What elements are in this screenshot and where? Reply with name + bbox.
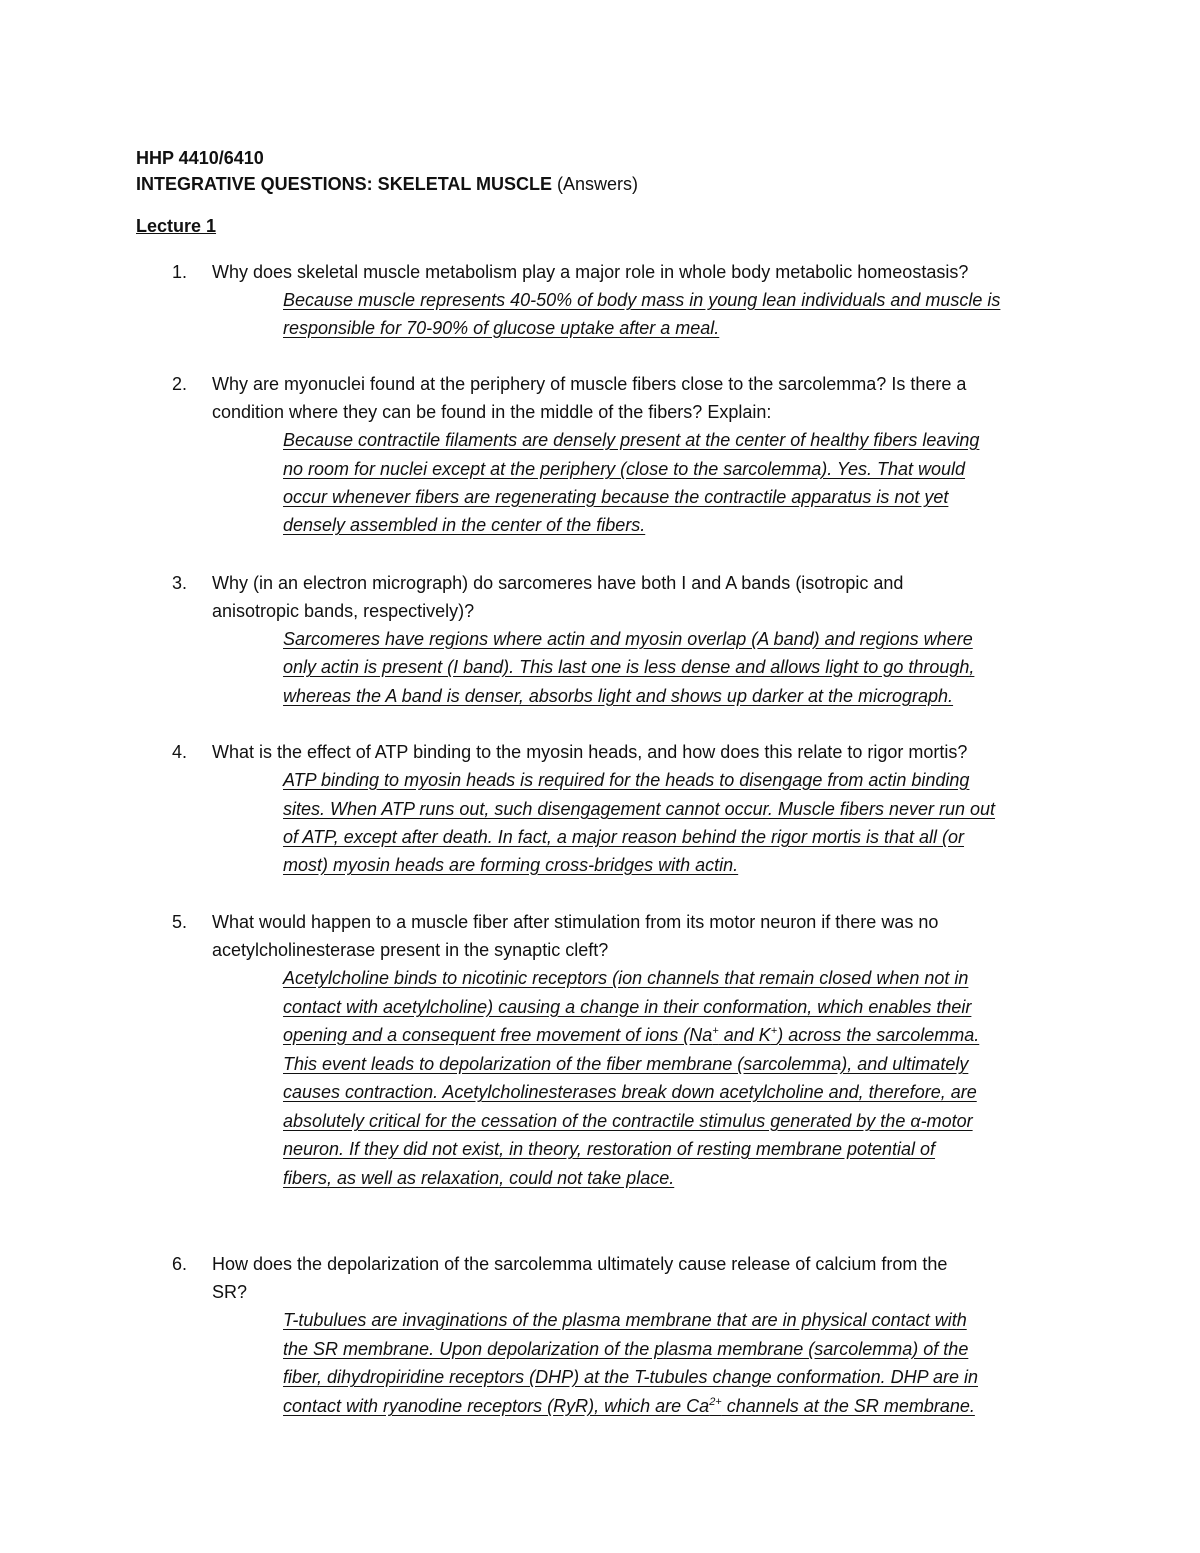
question-text: Why does skeletal muscle metabolism play a major role in whole body metabolic homeostasis? xyxy=(212,262,969,282)
answer-text: contact with ryanodine receptors (RyR), which are $Ca^{2+}$ channels at the SR membrane. xyxy=(283,1396,975,1416)
answer-text: the SR membrane. Upon depolarization of the plasma membrane (sarcolemma) of the xyxy=(283,1339,969,1359)
answer-text: most) myosin heads are forming cross-bridges with actin. xyxy=(283,855,739,875)
question-text: SR? xyxy=(212,1282,248,1302)
question-text: What is the effect of ATP binding to the myosin heads, and how does this relate to rigor mortis? xyxy=(212,742,968,762)
answer-text: whereas the A band is denser, absorbs light and shows up darker at the micrograph. xyxy=(283,686,954,706)
title-suffix: (Answers) xyxy=(552,174,639,194)
question-text: anisotropic bands, respectively)? xyxy=(212,601,475,621)
answer-text: Because contractile filaments are densely present at the center of healthy fibers leaving xyxy=(283,430,980,450)
question-text: Why are myonuclei found at the periphery of muscle fibers close to the sarcolemma? Is there a xyxy=(212,374,967,394)
answer-text: densely assembled in the center of the fibers. xyxy=(283,515,646,535)
answer-text: opening and a consequent free movement of ions (Na+ and K+) across the sarcolemma. xyxy=(283,1025,980,1045)
title-main: INTEGRATIVE QUESTIONS: SKELETAL MUSCLE xyxy=(136,174,553,194)
answer-text: T-tubulues are invaginations of the plasma membrane that are in physical contact with xyxy=(283,1310,967,1330)
superscript: 2+ xyxy=(709,1396,722,1408)
answer-text: of ATP, except after death. In fact, a major reason behind the rigor mortis is that all (or xyxy=(283,827,965,847)
answer-text: responsible for 70-90% of glucose uptake after a meal. xyxy=(283,318,720,338)
question-text: What would happen to a muscle fiber after stimulation from its motor neuron if there was no xyxy=(212,912,939,932)
answer-text: causes contraction. Acetylcholinesterases break down acetylcholine and, therefore, are xyxy=(283,1082,977,1102)
question-text: acetylcholinesterase present in the synaptic cleft? xyxy=(212,940,609,960)
answer-text: absolutely critical for the cessation of the contractile stimulus generated by the α-motor xyxy=(283,1111,973,1131)
question-number: 2. xyxy=(172,374,188,394)
answer-text: occur whenever fibers are regenerating because the contractile apparatus is not yet xyxy=(283,487,949,507)
answer-text: This event leads to depolarization of the fiber membrane (sarcolemma), and ultimately xyxy=(283,1054,969,1074)
course-code: HHP 4410/6410 xyxy=(136,148,264,168)
question-text: Why (in an electron micrograph) do sarcomeres have both I and A bands (isotropic and xyxy=(212,573,904,593)
answer-text: Acetylcholine binds to nicotinic receptors (ion channels that remain closed when not in xyxy=(283,968,969,988)
superscript: + xyxy=(712,1025,719,1037)
question-text: condition where they can be found in the middle of the fibers? Explain: xyxy=(212,402,772,422)
question-number: 1. xyxy=(172,262,188,282)
superscript: + xyxy=(770,1025,778,1037)
answer-text: ATP binding to myosin heads is required for the heads to disengage from actin binding xyxy=(283,770,970,790)
answer-text: contact with acetylcholine) causing a change in their conformation, which enables their xyxy=(283,997,972,1017)
answer-text: Because muscle represents 40-50% of body mass in young lean individuals and muscle is xyxy=(283,290,1001,310)
question-number: 5. xyxy=(172,912,188,932)
answer-text: Sarcomeres have regions where actin and myosin overlap (A band) and regions where xyxy=(283,629,973,649)
answer-text: neuron. If they did not exist, in theory, restoration of resting membrane potential of xyxy=(283,1139,936,1159)
document-title xyxy=(136,173,638,195)
answer-text: only actin is present (I band). This last one is less dense and allows light to go through, xyxy=(283,657,975,677)
question-number: 4. xyxy=(172,742,188,762)
answer-text: fiber, dihydropiridine receptors (DHP) at the T-tubules change conformation. DHP are in xyxy=(283,1367,979,1387)
question-text: How does the depolarization of the sarcolemma ultimately cause release of calcium from the xyxy=(212,1254,948,1274)
answer-text: fibers, as well as relaxation, could not take place. xyxy=(283,1168,675,1188)
question-number: 6. xyxy=(172,1254,188,1274)
answer-text: no room for nuclei except at the periphery (close to the sarcolemma). Yes. That would xyxy=(283,459,966,479)
section-heading: Lecture 1 xyxy=(136,216,217,236)
question-number: 3. xyxy=(172,573,188,593)
answer-text: sites. When ATP runs out, such disengagement cannot occur. Muscle fibers never run out xyxy=(283,799,996,819)
